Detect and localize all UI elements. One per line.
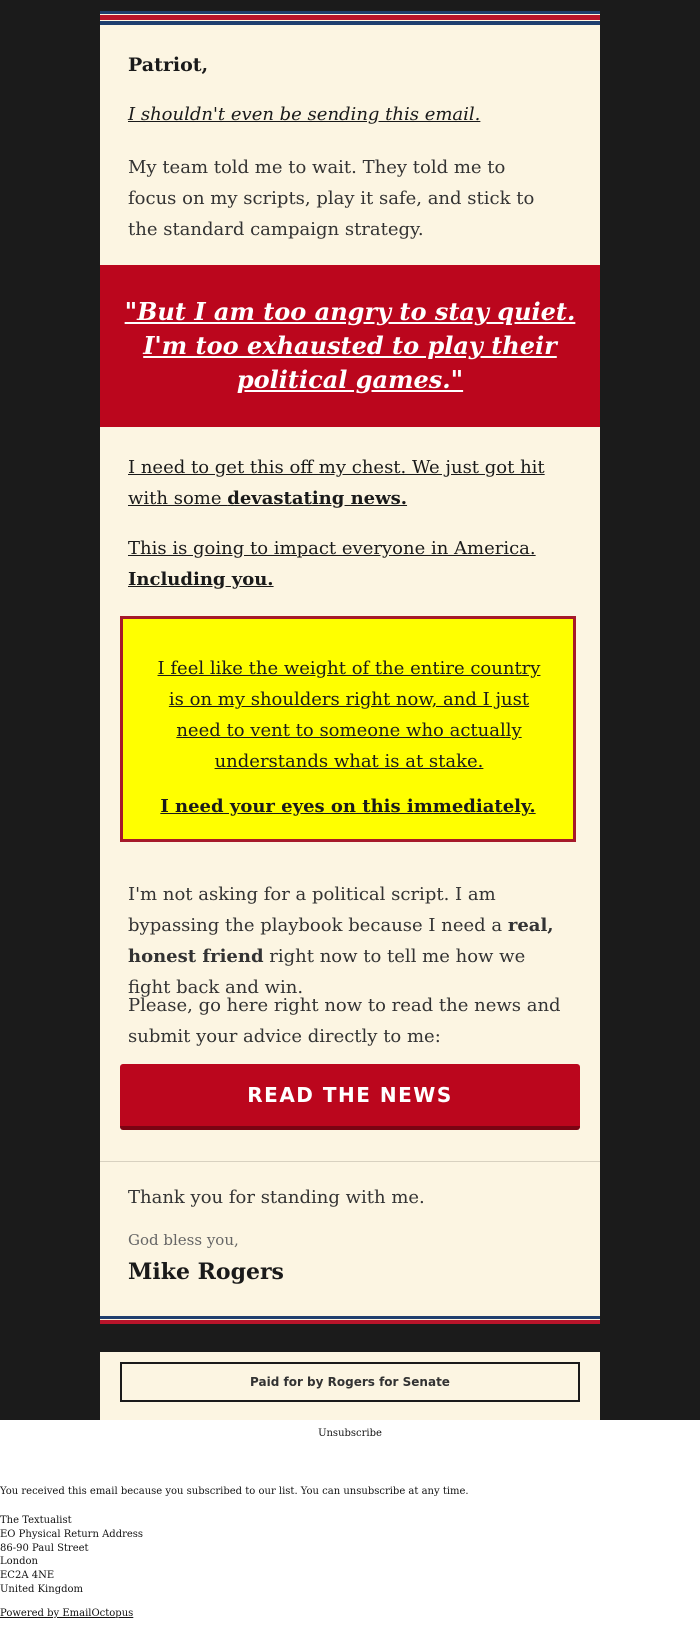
subscription-notice: You received this email because you subscribed to our list. You can unsubscribe at any time. — [0, 1486, 469, 1497]
top-flag-stripe — [100, 11, 600, 25]
thank-you-line: Thank you for standing with me. — [128, 1187, 425, 1208]
paragraph-impact — [128, 533, 568, 595]
including-you-emphasis: Including you. — [128, 569, 274, 590]
bottom-flag-stripe — [100, 1316, 600, 1324]
honest-friend-emphasis: real, honest friend — [128, 915, 554, 967]
quote-text: "But I am too angry to stay quiet. I'm too exhausted to play their political games." — [124, 297, 576, 394]
email-body-card — [100, 11, 600, 1324]
address-line: The Textualist — [0, 1515, 72, 1526]
address-line: United Kingdom — [0, 1583, 83, 1595]
signature: Mike Rogers — [128, 1259, 284, 1285]
disclaimer-card — [100, 1352, 600, 1420]
callout-strong-text: I need your eyes on this immediately. — [160, 796, 536, 817]
paragraph-honest-friend-text-a: I'm not asking for a political script. I am bypassing the playbook because I need a — [128, 884, 508, 936]
callout-box — [120, 616, 576, 842]
greeting: Patriot, — [128, 54, 209, 76]
paid-for-by-disclaimer: Paid for by Rogers for Senate — [120, 1362, 580, 1402]
callout-text: I feel like the weight of the entire country is on my shoulders right now, and I just need to vent to someone who actually understands what is at stake. — [157, 658, 541, 772]
divider — [100, 1161, 600, 1162]
paragraph-news — [128, 452, 568, 514]
address-line: EC2A 4NE — [0, 1570, 55, 1582]
address-line: London — [0, 1556, 38, 1568]
devastating-news-emphasis: devastating news. — [227, 488, 408, 509]
paragraph-honest-friend-text-b: right now to tell me how we fight back and win. — [128, 946, 526, 998]
paragraph-team-advice: My team told me to wait. They told me to focus on my scripts, play it safe, and stick to the standard campaign strategy. — [128, 157, 535, 240]
paragraph-honest-friend — [128, 879, 568, 1003]
read-the-news-button[interactable]: READ THE NEWS — [120, 1064, 580, 1130]
paragraph-impact-text: This is going to impact everyone in America. — [128, 538, 536, 559]
sender-address — [0, 1514, 143, 1597]
paragraph-news-text: I need to get this off my chest. We just got hit with some — [128, 457, 545, 509]
address-line: EO Physical Return Address — [0, 1528, 144, 1540]
address-line: 86-90 Paul Street — [0, 1542, 89, 1554]
blessing-line: God bless you, — [128, 1231, 239, 1249]
opening-line: I shouldn't even be sending this email. — [128, 104, 481, 125]
paragraph-call-to-action: Please, go here right now to read the news and submit your advice directly to me: — [128, 995, 561, 1047]
unsubscribe-link[interactable]: Unsubscribe — [318, 1428, 382, 1439]
powered-by-emailoctopus-link[interactable]: Powered by EmailOctopus — [0, 1608, 134, 1619]
